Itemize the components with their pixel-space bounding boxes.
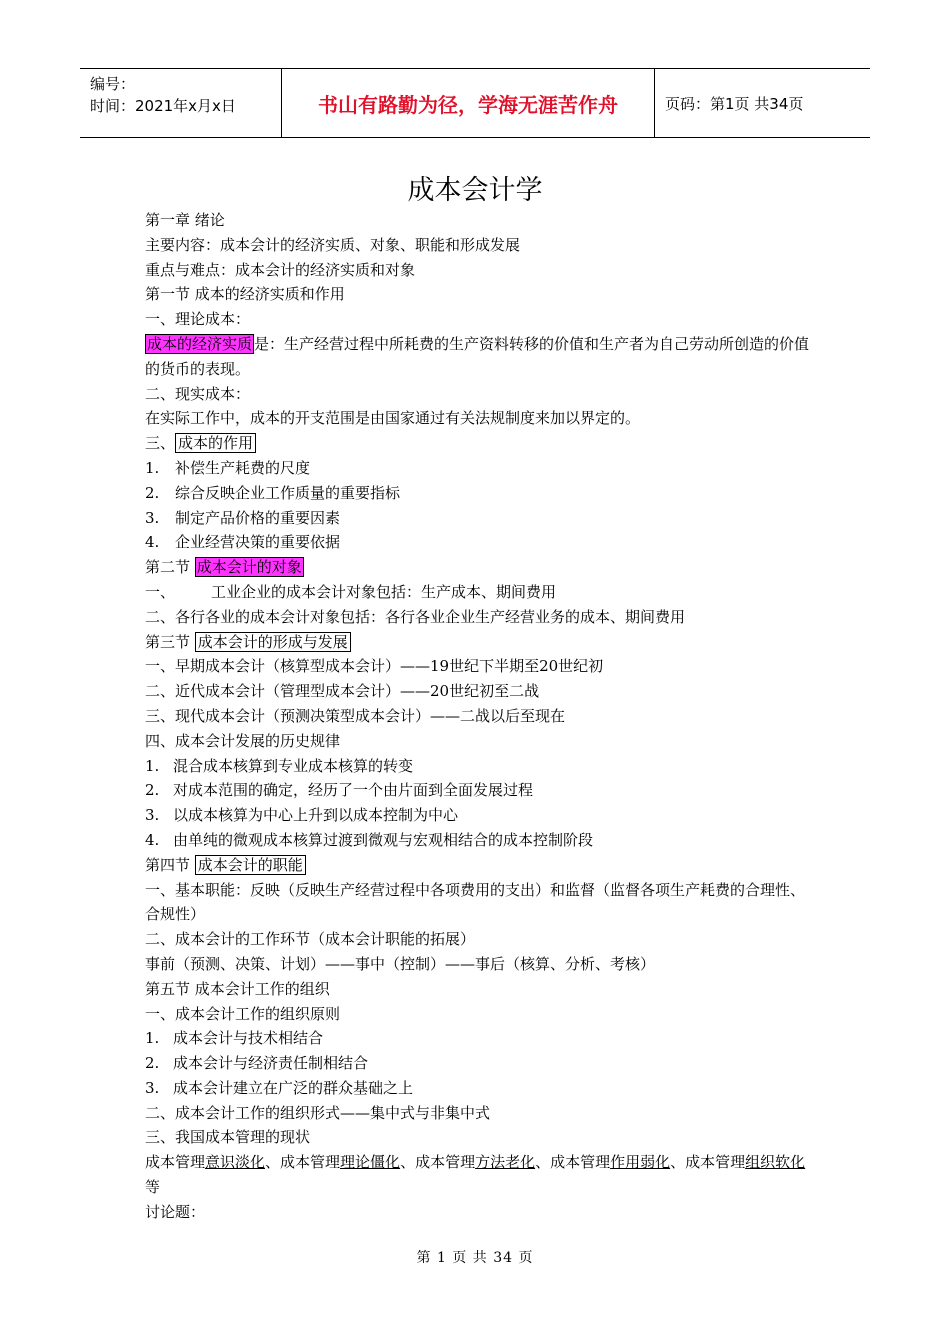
document-number: 编号： — [90, 75, 136, 93]
paragraph: 二、成本会计的工作环节（成本会计职能的拓展） — [145, 930, 476, 949]
header-meta — [80, 69, 282, 137]
paragraph: 一、早期成本会计（核算型成本会计）——19世纪下半期至20世纪初 — [145, 657, 604, 676]
list-item: 1. 成本会计与技术相结合 — [145, 1029, 324, 1048]
highlighted-term: 成本会计的对象 — [196, 558, 302, 577]
paragraph: 二、成本会计工作的组织形式——集中式与非集中式 — [145, 1103, 491, 1122]
paragraph: 二、各行各业的成本会计对象包括：各行各业企业生产经营业务的成本、期间费用 — [145, 607, 686, 626]
list-item: 3. 以成本核算为中心上升到以成本控制为中心 — [145, 806, 459, 825]
list-item: 1. 补偿生产耗费的尺度 — [145, 458, 311, 477]
document-time: 时间：2021年x月x日 — [90, 97, 236, 115]
header-page-info: 页码：第1页 共34页 — [665, 94, 804, 113]
main-content: 主要内容：成本会计的经济实质、对象、职能和形成发展 — [145, 235, 521, 254]
document-title: 成本会计学 — [407, 175, 543, 206]
header-motto: 书山有路勤为径，学海无涯苦作舟 — [282, 69, 655, 137]
section-heading: 第二节 成本会计的对象 — [145, 558, 302, 577]
boxed-term: 成本的作用 — [175, 433, 256, 453]
paragraph: 三、现代成本会计（预测决策型成本会计）——二战以后至现在 — [145, 706, 566, 725]
paragraph: 一、理论成本： — [145, 310, 251, 329]
page-header — [80, 68, 870, 138]
chapter-heading: 第一章 绪论 — [145, 211, 225, 229]
paragraph: 一、成本会计工作的组织原则 — [145, 1004, 341, 1023]
paragraph: 二、近代成本会计（管理型成本会计）——20世纪初至二战 — [145, 682, 540, 701]
key-points: 重点与难点：成本会计的经济实质和对象 — [145, 260, 416, 279]
underlined-term: 组织软化 — [745, 1153, 806, 1172]
list-item: 2. 成本会计与经济责任制相结合 — [145, 1054, 369, 1073]
paragraph: 事前（预测、决策、计划）——事中（控制）——事后（核算、分析、考核） — [145, 954, 656, 973]
paragraph: 三、我国成本管理的现状 — [145, 1128, 311, 1147]
underlined-term: 意识淡化 — [205, 1153, 266, 1172]
highlighted-term: 成本的经济实质 — [147, 334, 253, 353]
boxed-term: 成本会计的职能 — [195, 855, 306, 875]
boxed-term: 成本会计的形成与发展 — [195, 632, 351, 652]
list-item: 4. 由单纯的微观成本核算过渡到微观与宏观相结合的成本控制阶段 — [145, 830, 594, 849]
section-heading: 第五节 成本会计工作的组织 — [145, 979, 330, 998]
paragraph: 一、基本职能：反映（反映生产经营过程中各项费用的支出）和监督（监督各项生产耗费的合理性、合规性） — [145, 880, 806, 924]
list-item: 4. 企业经营决策的重要依据 — [145, 533, 341, 552]
paragraph: 成本管理意识淡化、成本管理理论僵化、成本管理方法老化、成本管理作用弱化、成本管理组织软化等 — [145, 1153, 806, 1197]
paragraph: 一、 工业企业的成本会计对象包括：生产成本、期间费用 — [145, 582, 557, 601]
list-item: 2. 对成本范围的确定，经历了一个由片面到全面发展过程 — [145, 781, 534, 800]
paragraph: 成本的经济实质 是：生产经营过程中所耗费的生产资料转移的价值和生产者为自己劳动所创造的价值的货币的表现。 — [145, 334, 810, 378]
section-heading: 第一节 成本的经济实质和作用 — [145, 285, 345, 304]
list-item: 1. 混合成本核算到专业成本核算的转变 — [145, 756, 414, 775]
paragraph: 二、现实成本： — [145, 384, 251, 403]
list-item: 2. 综合反映企业工作质量的重要指标 — [145, 483, 401, 502]
paragraph: 三、 成本的作用 — [145, 431, 815, 456]
section-heading: 第四节 成本会计的职能 — [145, 853, 815, 878]
paragraph: 四、成本会计发展的历史规律 — [145, 731, 341, 750]
page-footer: 第 1 页 共 34 页 — [416, 1250, 534, 1266]
paragraph: 讨论题： — [145, 1202, 206, 1221]
list-item: 3. 制定产品价格的重要因素 — [145, 508, 341, 527]
underlined-term: 作用弱化 — [610, 1153, 671, 1172]
underlined-term: 理论僵化 — [340, 1153, 401, 1172]
section-heading: 第三节 成本会计的形成与发展 — [145, 630, 815, 655]
list-item: 3. 成本会计建立在广泛的群众基础之上 — [145, 1078, 414, 1097]
paragraph: 在实际工作中，成本的开支范围是由国家通过有关法规制度来加以界定的。 — [145, 409, 641, 428]
underlined-term: 方法老化 — [475, 1153, 536, 1172]
document-body — [145, 208, 815, 1225]
